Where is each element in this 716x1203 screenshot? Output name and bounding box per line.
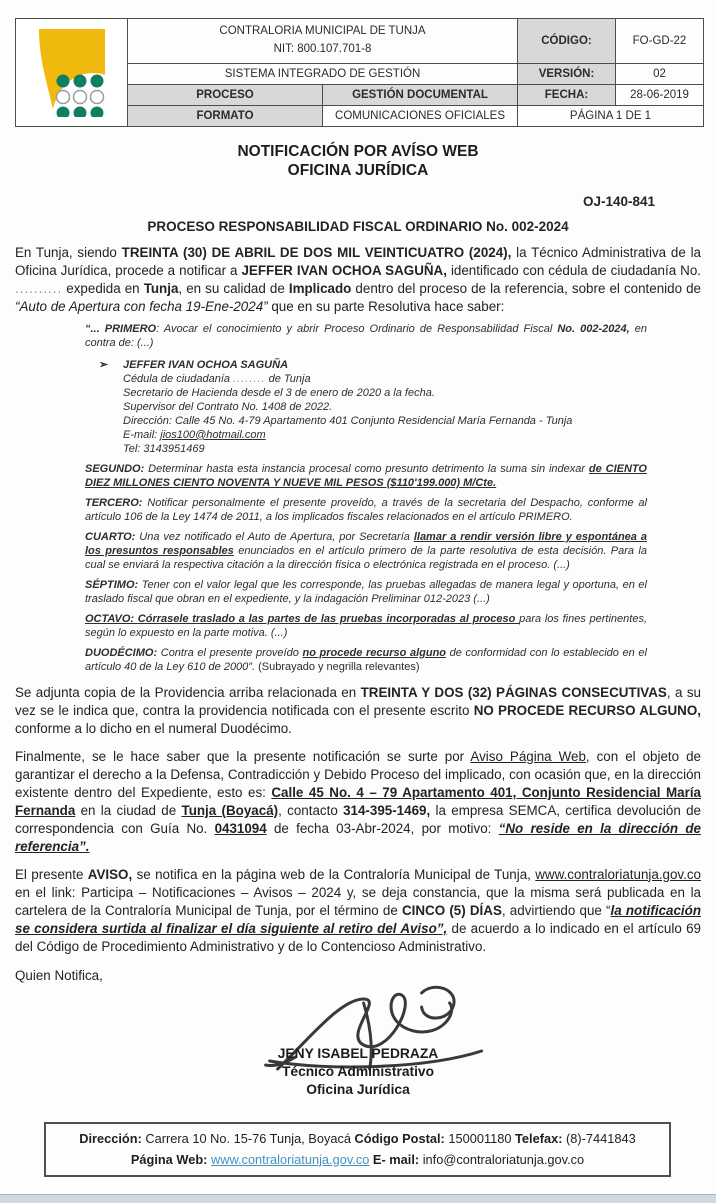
pagina-cell: PÁGINA 1 DE 1 <box>518 106 704 127</box>
org-logo <box>16 19 128 127</box>
person-supervisor-line: Supervisor del Contrato No. 1408 de 2022. <box>123 400 333 413</box>
person-email-line: E-mail: jios100@hotmail.com <box>123 428 266 441</box>
quote-person-name-line <box>99 358 647 372</box>
person-cedula-line: Cédula de ciudadanía ........ de Tunja <box>123 372 311 385</box>
fecha-value-cell: 28-06-2019 <box>616 85 704 106</box>
signature-block <box>15 987 701 1099</box>
signatory-name: JENY ISABEL PEDRAZA <box>277 1045 439 1061</box>
bottom-strip <box>0 1194 716 1203</box>
subject-line: PROCESO RESPONSABILIDAD FISCAL ORDINARIO No. 002-2024 <box>147 218 569 234</box>
paragraph-intro: En Tunja, siendo TREINTA (30) DE ABRIL DE DOS MIL VEINTICUATRO (2024), la Técnico Administrativa de la Oficina Jurídica, procede a notificar a JEFFER IVAN OCHOA SAGUÑA, identificado con cédula de ciudadanía No. .......... expedida en Tunja, en su calidad de Implicado dentro del proceso de la referencia, sobre el contenido de “Auto de Apertura con fecha 19-Ene-2024” que en su parte Resolutiva hace saber: <box>15 244 702 314</box>
paragraph-aviso: El presente AVISO, se notifica en la página web de la Contraloría Municipal de Tunja, www.contraloriatunja.gov.co en el link: Participa – Notificaciones – Avisos – 2024 y, se deja constancia, que la misma será publicada en la cartelera de la Contraloría Municipal de Tunja, por el término de CINCO (5) DÍAS, advirtiendo que “la notificación se considera surtida al finalizar el día siguiente al retiro del Aviso”, de acuerdo a lo indicado en el artículo 69 del Código de Procedimiento Administrativo y de lo Contencioso Administrativo. <box>15 866 701 954</box>
paragraph-adjunta: Se adjunta copia de la Providencia arriba relacionada en TREINTA Y DOS (32) PÁGINAS CONSECUTIVAS, a su vez se le indica que, contra la providencia notificada con el presente escrito NO PROCEDE RECURSO ALGUNO, conforme a lo dicho en el numeral Duodécimo. <box>15 684 701 736</box>
codigo-label-cell: CÓDIGO: <box>518 19 616 64</box>
org-nit: NIT: 800.107.701-8 <box>273 43 372 55</box>
proceso-value-cell: GESTIÓN DOCUMENTAL <box>323 85 518 106</box>
signatory-role: Técnico Administrativo <box>281 1063 435 1079</box>
proceso-label-cell: PROCESO <box>128 85 323 106</box>
closing-line: Quien Notifica, <box>15 967 103 983</box>
fecha-label-cell: FECHA: <box>518 85 616 106</box>
org-name: CONTRALORIA MUNICIPAL DE TUNJA <box>219 25 426 38</box>
header-table <box>15 18 704 127</box>
quote-cuarto: CUARTO: Una vez notificado el Auto de Apertura, por Secretaría llamar a rendir versión libre y espontánea a los presuntos responsables enunciados en el artículo primero de la parte resolutiva de esta decisión. Para la cual se enviará la respectiva citación a la dirección física o electrónica registrada en el proceso. (...) <box>85 530 647 571</box>
version-label-cell: VERSIÓN: <box>518 64 616 85</box>
document-title <box>15 142 701 181</box>
person-direccion-line: Dirección: Calle 45 No. 4-79 Apartamento 401 Conjunto Residencial María Fernanda - Tunja <box>123 414 573 427</box>
formato-label-cell: FORMATO <box>128 106 323 127</box>
quote-person-name: JEFFER IVAN OCHOA SAGUÑA <box>123 358 289 371</box>
person-cargo-line: Secretario de Hacienda desde el 3 de enero de 2020 a la fecha. <box>123 386 435 399</box>
quote-tercero: TERCERO: Notificar personalmente el presente proveído, a través de la secretaria del Despacho, conforme al artículo 106 de la Ley 1474 de 2011, a los implicados fiscales relacionados en el artículo PRIMERO. <box>85 496 647 523</box>
version-value-cell: 02 <box>616 64 704 85</box>
person-telefono-line: Tel: 3143951469 <box>123 442 205 455</box>
title-line-1: NOTIFICACIÓN POR AVÍSO WEB <box>237 143 479 160</box>
signatory-info <box>15 1045 701 1099</box>
quote-segundo: SEGUNDO: Determinar hasta esta instancia procesal como presunto detrimento la suma sin indexar de CIENTO DIEZ MILLONES CIENTO NOVENTA Y NUEVE MIL PESOS ($110'199.000) M/Cte. <box>85 462 647 489</box>
quote-person-block <box>99 358 647 456</box>
reference-number: OJ-140-841 <box>582 193 655 209</box>
signatory-office: Oficina Jurídica <box>306 1081 410 1097</box>
org-name-cell <box>128 19 518 64</box>
quote-person-details <box>123 372 647 456</box>
quoted-resolution-block <box>85 322 647 674</box>
footer-address-line: Dirección: Carrera 10 No. 15-76 Tunja, Boyacá Código Postal: 150001180 Telefax: (8)-7441843 <box>79 1131 636 1147</box>
title-line-2: OFICINA JURÍDICA <box>287 162 429 180</box>
footer-contact-box <box>44 1122 671 1177</box>
formato-value-cell: COMUNICACIONES OFICIALES <box>323 106 518 127</box>
codigo-value-cell: FO-GD-22 <box>616 19 704 64</box>
contraloria-logo-icon <box>31 25 113 117</box>
system-cell: SISTEMA INTEGRADO DE GESTIÓN <box>128 64 518 85</box>
quote-octavo: OCTAVO: Córrasele traslado a las partes de las pruebas incorporadas al proceso para los fines pertinentes, según lo expuesto en la parte motiva. (...) <box>85 612 648 639</box>
footer-web-line[interactable]: Página Web: www.contraloriatunja.gov.co E- mail: info@contraloriatunja.gov.co <box>130 1151 585 1167</box>
arrow-bullet-icon: ➢ <box>99 358 109 371</box>
quote-septimo: SÉPTIMO: Tener con el valor legal que les corresponde, las pruebas allegadas de manera legal y oportuna, en el traslado fiscal que obran en el expediente, y la indagación Preliminar 012-2023 (...) <box>85 578 647 605</box>
quote-duodecimo: DUODÉCIMO: Contra el presente proveído no procede recurso alguno de conformidad con lo establecido en el artículo 40 de la Ley 610 de 2000”. (Subrayado y negrilla relevantes) <box>85 646 647 673</box>
paragraph-finalmente: Finalmente, se le hace saber que la presente notificación se surte por Aviso Página Web, con el objeto de garantizar el derecho a la Defensa, Contradicción y Debido Proceso del implicado, con ocasión que, en la dirección existente dentro del Expediente, esto es: Calle 45 No. 4 – 79 Apartamento 401, Conjunto Residencial María Fernanda en la ciudad de Tunja (Boyacá), contacto 314-395-1469, la empresa SEMCA, certifica devolución de correspondencia con Guía No. 0431094 de fecha 03-Abr-2024, por motivo: “No reside en la dirección de referencia”. <box>15 748 701 854</box>
quote-primero: “... PRIMERO: Avocar el conocimiento y abrir Proceso Ordinario de Responsabilidad Fiscal No. 002-2024, en contra de: (...) <box>85 322 647 349</box>
